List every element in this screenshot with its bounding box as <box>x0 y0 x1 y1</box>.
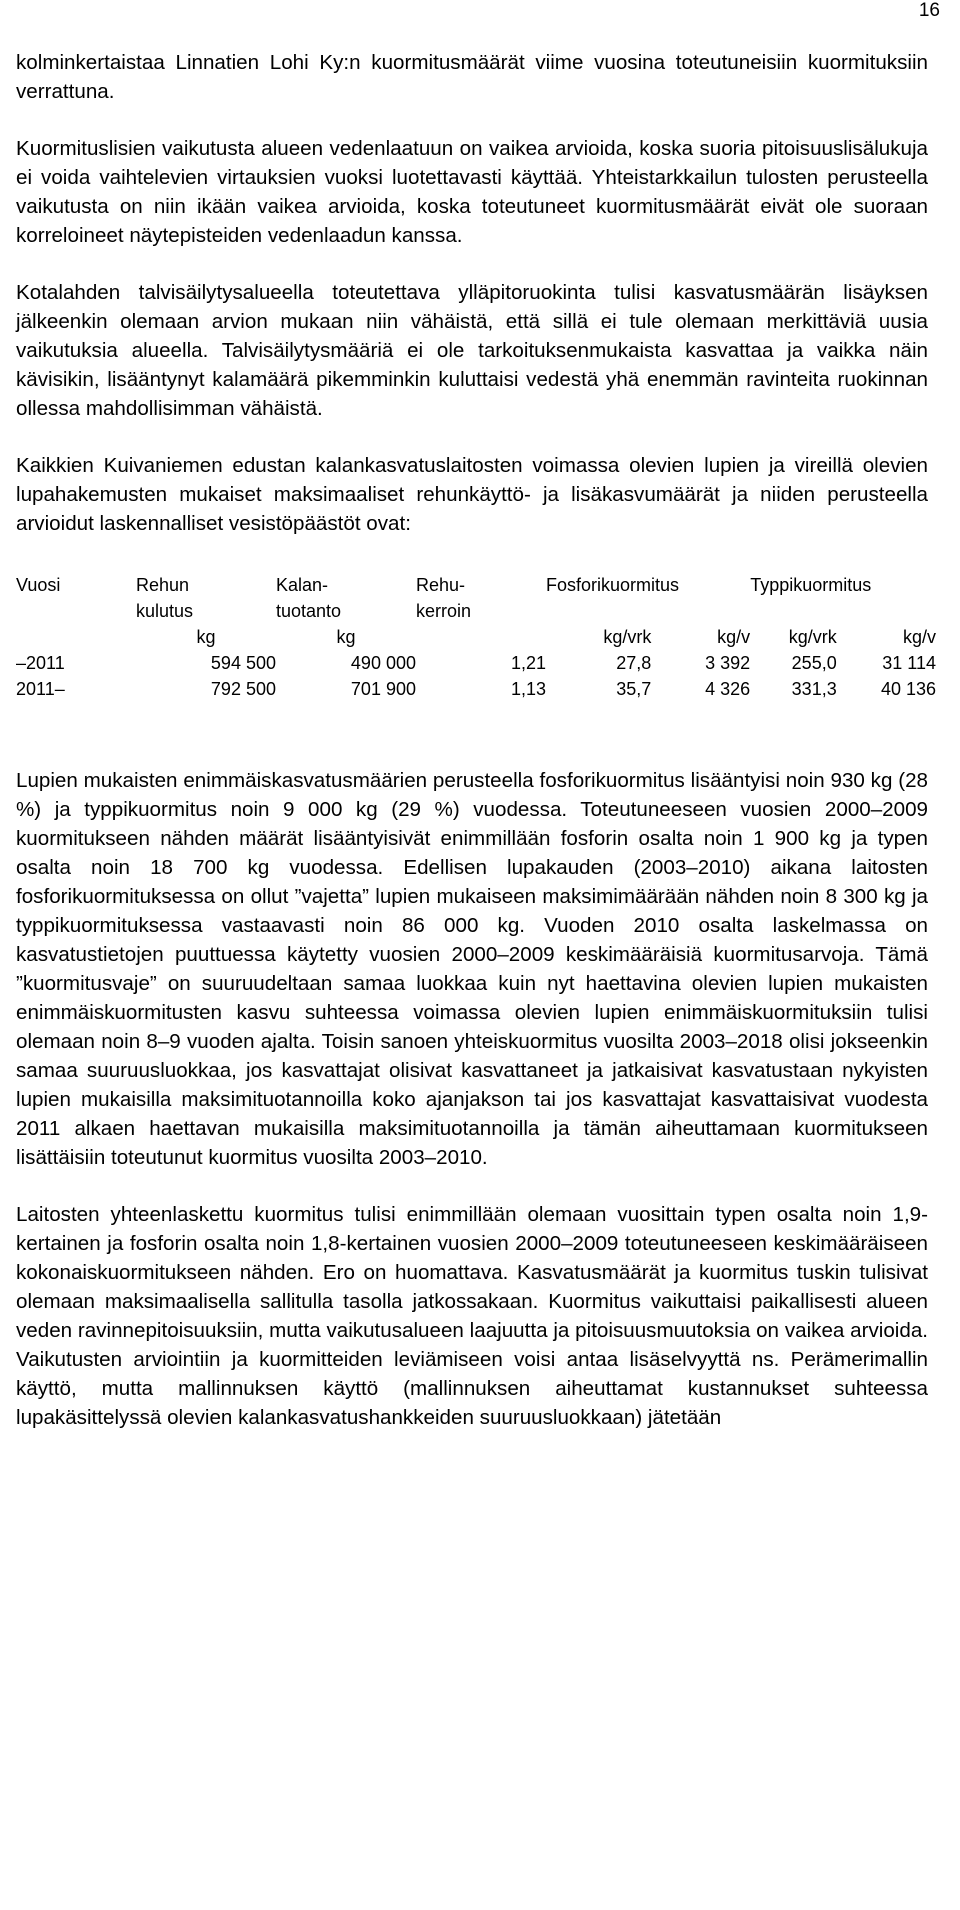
table-cell: 255,0 <box>791 653 837 673</box>
table-cell: 31 114 <box>882 653 936 673</box>
header-cell: Rehun <box>136 575 190 595</box>
paragraph: kolminkertaistaa Linnatien Lohi Ky:n kuormitusmäärät viime vuosina toteutuneisiin kuormituksiin verrattuna. <box>16 51 928 103</box>
header-cell <box>16 624 136 650</box>
table-header-row <box>16 624 936 650</box>
page-number: 16 <box>918 0 940 21</box>
table-cell: –2011 <box>16 653 65 673</box>
header-cell <box>651 598 750 624</box>
table-cell: 490 000 <box>350 653 416 673</box>
header-cell <box>837 598 936 624</box>
paragraph: Lupien mukaisten enimmäiskasvatusmäärien perusteella fosforikuormitus lisääntyisi noin 930 kg (28 %) ja typpikuormitus noin 9 000 kg (29 %) vuodessa. Toteutuneeseen vuosien 2000–2009 kuormitukseen nähden määrät lisääntyisivät enimmillään fosforin osalta noin 1 900 kg ja typen osalta noin 18 700 kg vuodessa. Edellisen lupakauden (2003–2010) aikana laitosten fosforikuormituksessa on ollut ”vajetta” lupien mukaiseen maksimimäärään nähden noin 8 300 kg ja typpikuormituksessa vastaavasti noin 86 000 kg. Vuoden 2010 osalta laskelmassa on kasvatustietojen puuttuessa käytetty vuosien 2000–2009 keskimääräisiä kuormitusarvoja. Tämä ”kuormitusvaje” on suuruudeltaan samaa luokkaa kuin nyt haettavina olevien lupien mukaisten enimmäiskuormitusten kasvu suhteessa voimassa olevien lupien enimmäiskuormituksiin tulisi olemaan noin 8–9 vuoden ajalta. Toisin sanoen yhteiskuormitus vuosilta 2003–2018 olisi jokseenkin samaa suuruusluokkaa, jos kasvattajat olisivat kasvattaneet ja jatkaisivat kasvatustaan nykyisten lupien mukaisilla maksimituotannoilla koko ajanjakson tai jos kasvattajat kasvattaisivat vuodesta 2011 alkaen haettavan mukaisilla maksimituotannoilla ja tämän aiheuttamaan kuormitukseen lisättäisiin toteutunut kuormitus vuosilta 2003–2010. <box>16 769 928 1169</box>
table-header-row <box>16 598 936 624</box>
header-cell <box>16 598 136 624</box>
header-cell: kg/v <box>717 627 751 647</box>
document-body <box>0 48 936 1432</box>
table-row <box>16 676 936 702</box>
header-cell <box>546 598 651 624</box>
header-cell <box>750 598 837 624</box>
table-cell: 331,3 <box>791 679 837 699</box>
table-cell: 3 392 <box>705 653 751 673</box>
header-cell: Kalan- <box>276 575 329 595</box>
table-cell: 701 900 <box>350 679 416 699</box>
table-cell: 2011– <box>16 679 65 699</box>
header-cell: kg <box>196 627 216 647</box>
table-header-row <box>16 572 936 598</box>
table-row <box>16 650 936 676</box>
table-cell: 27,8 <box>616 653 652 673</box>
table-cell: 1,21 <box>510 653 546 673</box>
table-cell: 4 326 <box>705 679 751 699</box>
table-cell: 1,13 <box>510 679 546 699</box>
header-cell: Typpikuormitus <box>750 575 872 595</box>
header-cell: Rehu- <box>416 575 466 595</box>
header-cell <box>416 624 546 650</box>
paragraph: Laitosten yhteenlaskettu kuormitus tulisi enimmillään olemaan vuosittain typen osalta noin 1,9-kertainen ja fosforin osalta noin 1,8-kertainen vuosien 2000–2009 toteutuneeseen keskimääräiseen kokonaiskuormitukseen nähden. Ero on huomattava. Kasvatusmäärät ja kuormitus tuskin tulisivat olemaan maksimaalisella sallitulla tasolla jatkossakaan. Kuormitus vaikuttaisi paikallisesti alueen veden ravinnepitoisuuksiin, mutta vaikutusalueen laajuutta ja pitoisuusmuutoksia on vaikea arvioida. Vaikutusten arviointiin ja kuormitteiden leviämiseen voisi antaa lisäselvyyttä ns. Perämerimallin käyttö, mutta mallinnuksen käyttö (mallinnuksen aiheuttamat kustannukset suhteessa lupakäsittelyssä olevien kalankasvatushankkeiden suuruusluokkaan) jätetään <box>16 1203 928 1429</box>
table-cell: 792 500 <box>210 679 276 699</box>
table-cell: 594 500 <box>210 653 276 673</box>
header-cell: kg <box>336 627 356 647</box>
header-cell: tuotanto <box>276 601 342 621</box>
paragraph: Kuormituslisien vaikutusta alueen vedenlaatuun on vaikea arvioida, koska suoria pitoisuuslisälukuja ei voida vaihtelevien virtauksien vuoksi luotettavasti käyttää. Yhteistarkkailun tulosten perusteella vaikutusta on niin ikään vaikea arvioida, koska toteutuneet kuormitusmäärät eivät ole suoraan korreloineet näytepisteiden vedenlaadun kanssa. <box>16 137 928 247</box>
header-cell: kg/vrk <box>788 627 837 647</box>
header-cell: kulutus <box>136 601 194 621</box>
header-cell: Fosforikuormitus <box>546 575 680 595</box>
header-cell: kerroin <box>416 601 472 621</box>
header-cell: Vuosi <box>16 575 61 595</box>
emissions-table <box>16 572 936 702</box>
paragraph: Kotalahden talvisäilytysalueella toteutettava ylläpitoruokinta tulisi kasvatusmäärän lisäyksen jälkeenkin olemaan arvion mukaan niin vähäistä, että sillä ei tule olemaan merkittäviä uusia vaikutuksia alueella. Talvisäilytysmääriä ei ole tarkoituksenmukaista kasvattaa ja vaikka näin kävisikin, lisääntynyt kalamäärä pikemminkin kuluttaisi vedestä yhä enemmän ravinteita ruokinnan ollessa mahdollisimman vähäistä. <box>16 281 928 420</box>
table-cell: 35,7 <box>616 679 652 699</box>
table-cell: 40 136 <box>880 679 936 699</box>
header-cell: kg/v <box>902 627 936 647</box>
header-cell: kg/vrk <box>603 627 652 647</box>
paragraph: Kaikkien Kuivaniemen edustan kalankasvatuslaitosten voimassa olevien lupien ja vireillä olevien lupahakemusten mukaiset maksimaaliset rehunkäyttö- ja lisäkasvumäärät ja niiden perusteella arvioidut laskennalliset vesistöpäästöt ovat: <box>16 454 928 535</box>
